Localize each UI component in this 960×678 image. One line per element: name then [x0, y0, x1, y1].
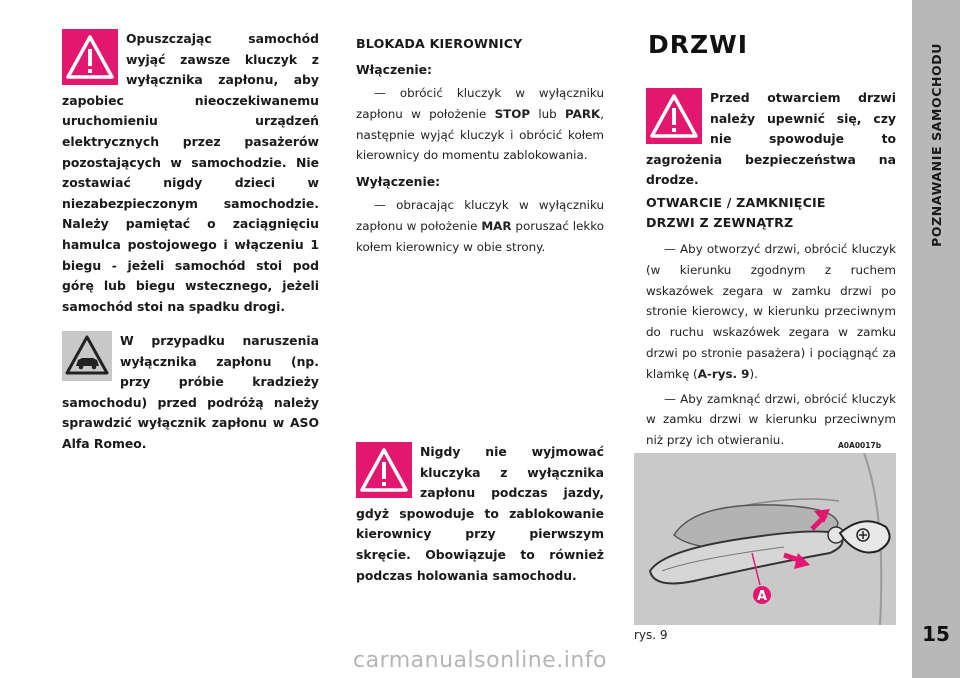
enable-label: Włączenie:: [356, 62, 433, 77]
door-close-instructions: — Aby zamknąć drzwi, obrócić kluczyk w zamku drzwi w kierunku przeciwnym niż przy ich otwieraniu.: [646, 391, 896, 448]
door-open-close-section: [646, 193, 896, 451]
warning-ignition-key: Opuszczając samochód wyjąć zawsze kluczyk z wyłącznika zapłonu, aby zapobiec nieoczekiwanemu uruchomieniu urządzeń elektrycznych przez pasażerów pozostających w samochodzie. Nie zostawiać nigdy dzieci w niezabezpieczonym samochodzie. Należy pamiętać o zaciągnięciu hamulca postojowego i włączeniu 1 biegu - jeżeli samochód stoi pod górę lub biegu wstecznego, jeżeli samochód stoi na spadku drogi.: [62, 31, 319, 314]
enable-instructions: — obrócić kluczyk w wyłączniku zapłonu w położenie STOP lub PARK, następnie wyjąć kluczyk i obrócić kołem kierownicy do momentu zablokowania.: [356, 86, 604, 163]
warning-triangle-icon: [62, 29, 118, 85]
door-handle-figure: [634, 453, 896, 625]
warning-ignition-tamper: W przypadku naruszenia wyłącznika zapłonu (np. przy próbie kradzieży samochodu) przed podróżą należy sprawdzić wyłącznik zapłonu w ASO Alfa Romeo.: [62, 333, 319, 451]
watermark: carmanualsonline.info: [353, 648, 607, 673]
section-label: POZNAWANIE SAMOCHODU: [928, 43, 944, 247]
figure-caption: rys. 9: [634, 628, 668, 642]
door-open-instructions: — Aby otworzyć drzwi, obrócić kluczyk (w kierunku zgodnym z ruchem wskazówek zegara w zamku drzwi po stronie kierowcy, w kierunku przeciwnym do ruchu wskazówek zegara w zamku drzwi po stronie pasażera) i pociągnąć za klamkę (A-rys. 9).: [646, 242, 896, 381]
door-handle-illustration: [634, 453, 896, 625]
doors-title: DRZWI: [648, 30, 749, 59]
warning-triangle-icon: [356, 442, 412, 498]
steering-lock-section: [356, 34, 604, 258]
disable-label: Wyłączenie:: [356, 174, 441, 190]
page-number: 15: [922, 622, 950, 646]
warning-never-remove-key: Nigdy nie wyjmować kluczyka z wyłącznika zapłonu podczas jazdy, gdyż spowoduje to zablokowanie kierownicy przy pierwszym skręcie. Obowiązuje to również podczas holowania samochodu.: [356, 444, 604, 583]
door-subheading-line2: DRZWI Z ZEWNĄTRZ: [646, 215, 794, 230]
door-subheading-line1: OTWARCIE / ZAMKNIĘCIE: [646, 195, 826, 210]
car-hazard-icon: [62, 331, 112, 381]
steering-lock-heading: BLOKADA KIEROWNICY: [356, 36, 523, 51]
warning-before-opening: Przed otwarciem drzwi należy upewnić się, czy nie spowoduje to zagrożenia bezpieczeństwa na drodze.: [646, 90, 896, 188]
disable-instructions: — obracając kluczyk w wyłączniku zapłonu w położenie MAR poruszać lekko kołem kierownicy w obie strony.: [356, 198, 605, 254]
callout-label: A: [756, 589, 768, 604]
warning-triangle-icon: [646, 88, 702, 144]
figure-code: A0A0017b: [838, 441, 882, 450]
